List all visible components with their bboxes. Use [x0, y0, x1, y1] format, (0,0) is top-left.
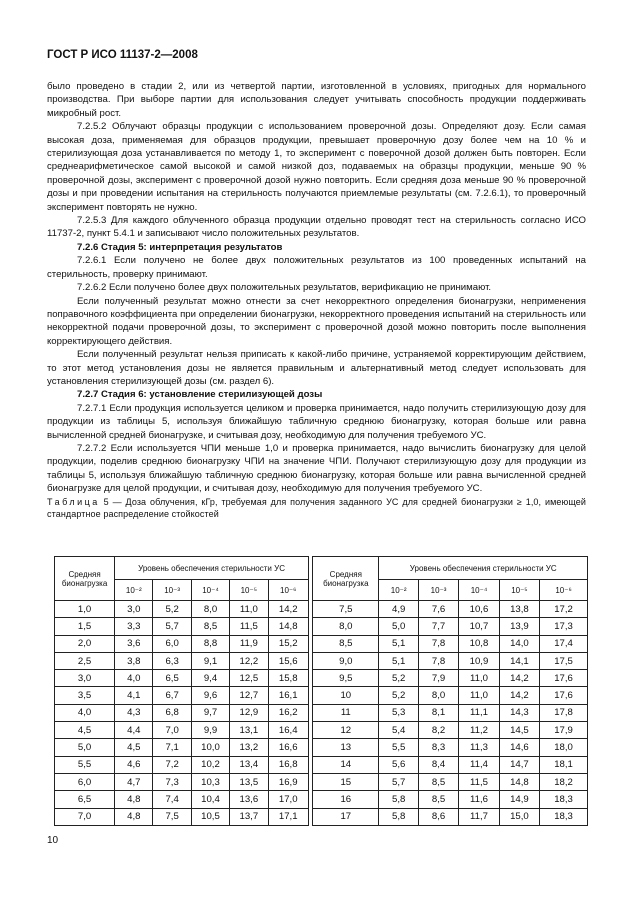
dose-cell: 6,8 — [153, 704, 191, 721]
dose-cell: 4,5 — [115, 739, 153, 756]
dose-cell: 14,6 — [499, 739, 539, 756]
dose-cell: 17,5 — [540, 652, 588, 669]
dose-cell: 16,6 — [268, 739, 308, 756]
dose-cell: 14,1 — [499, 652, 539, 669]
page-number: 10 — [47, 835, 59, 846]
dose-cell: 9,9 — [191, 722, 229, 739]
dose-cell: 13,7 — [230, 808, 268, 825]
table-row — [55, 687, 588, 704]
dose-cell: 10,0 — [191, 739, 229, 756]
dose-cell: 13,1 — [230, 722, 268, 739]
dose-cell: 5,8 — [379, 791, 418, 808]
dose-cell: 5,3 — [379, 704, 418, 721]
dose-cell: 3,8 — [115, 652, 153, 669]
dose-cell: 18,1 — [540, 756, 588, 773]
dose-cell: 4,9 — [379, 601, 418, 618]
dose-cell: 7,0 — [153, 722, 191, 739]
dose-cell: 11,0 — [459, 687, 499, 704]
table-row — [55, 652, 588, 669]
dose-cell: 14,2 — [499, 670, 539, 687]
dose-cell: 14,8 — [499, 773, 539, 790]
dose-cell: 17,8 — [540, 704, 588, 721]
dose-cell: 10,5 — [191, 808, 229, 825]
body-text — [47, 80, 586, 521]
dose-cell: 6,3 — [153, 652, 191, 669]
dose-cell: 14,8 — [268, 618, 308, 635]
paragraph: Если полученный результат можно отнести за счет некорректного определения бионагрузки, неприменения поправочного коэффициента при определении бионагрузки, некорректного проведения испытаний на стерильность или некорректной подачи проверочной дозы, то эксперимент с проверочной дозой можно повторить после выполнения корректирующего действия. — [47, 295, 586, 347]
dose-cell: 9,6 — [191, 687, 229, 704]
dose-cell: 11,3 — [459, 739, 499, 756]
dose-cell: 17,3 — [540, 618, 588, 635]
paragraph: 7.2.5.3 Для каждого облученного образца продукции отдельно проводят тест на стерильность согласно ИСО 11737-2, пункт 5.4.1 и записывают число положительных результатов. — [47, 215, 586, 240]
column-header-sal: Уровень обеспечения стерильности УС — [379, 557, 588, 580]
burden-cell: 2,0 — [55, 635, 115, 652]
burden-cell: 4,5 — [55, 722, 115, 739]
dose-cell: 12,7 — [230, 687, 268, 704]
table-row — [55, 618, 588, 635]
dose-cell: 9,7 — [191, 704, 229, 721]
burden-cell: 4,0 — [55, 704, 115, 721]
table-row — [55, 808, 588, 825]
dose-cell: 14,7 — [499, 756, 539, 773]
sal-level: 10⁻⁶ — [268, 580, 308, 601]
dose-cell: 11,7 — [459, 808, 499, 825]
paragraph: 7.2.6.1 Если получено не более двух положительных результатов из 100 проведенных испытаний на стерильность, проверку принимают. — [47, 255, 586, 280]
dose-cell: 5,2 — [379, 670, 418, 687]
dose-cell: 14,3 — [499, 704, 539, 721]
section-heading: 7.2.6 Стадия 5: интерпретация результатов — [77, 241, 283, 253]
burden-cell: 8,0 — [313, 618, 379, 635]
dose-cell: 8,1 — [418, 704, 458, 721]
dose-cell: 13,4 — [230, 756, 268, 773]
dose-cell: 12,2 — [230, 652, 268, 669]
table-row — [55, 756, 588, 773]
burden-cell: 5,5 — [55, 756, 115, 773]
dose-cell: 9,4 — [191, 670, 229, 687]
sal-level: 10⁻⁵ — [230, 580, 268, 601]
dose-cell: 5,1 — [379, 652, 418, 669]
burden-cell: 13 — [313, 739, 379, 756]
dose-cell: 11,4 — [459, 756, 499, 773]
dose-cell: 14,5 — [499, 722, 539, 739]
dose-cell: 7,4 — [153, 791, 191, 808]
dose-cell: 16,8 — [268, 756, 308, 773]
table-caption-text: 5 — Доза облучения, кГр, требуемая для получения заданного УС для средней бионагрузки ≥ 1,0, имеющей стандартное распределение стойкостей — [47, 496, 586, 520]
dose-cell: 11,5 — [230, 618, 268, 635]
dose-cell: 11,0 — [230, 601, 268, 618]
dose-cell: 8,0 — [191, 601, 229, 618]
burden-cell: 16 — [313, 791, 379, 808]
dose-cell: 10,6 — [459, 601, 499, 618]
dose-cell: 4,0 — [115, 670, 153, 687]
dose-cell: 12,9 — [230, 704, 268, 721]
dose-cell: 8,6 — [418, 808, 458, 825]
paragraph: было проведено в стадии 2, или из четвертой партии, изготовленной в условиях, пригодных для нормального производства. При выборе партии для использования следует учитывать способность продукции поддерживать микробный рост. — [47, 81, 586, 119]
dose-cell: 15,6 — [268, 652, 308, 669]
dose-cell: 5,5 — [379, 739, 418, 756]
section-heading: 7.2.7 Стадия 6: установление стерилизующей дозы — [77, 389, 323, 401]
dose-cell: 7,5 — [153, 808, 191, 825]
dose-cell: 18,2 — [540, 773, 588, 790]
table-row — [55, 791, 588, 808]
dose-cell: 5,2 — [153, 601, 191, 618]
sal-level: 10⁻³ — [418, 580, 458, 601]
dose-cell: 10,8 — [459, 635, 499, 652]
dose-cell: 15,8 — [268, 670, 308, 687]
dose-cell: 5,7 — [153, 618, 191, 635]
sal-level: 10⁻⁴ — [459, 580, 499, 601]
dose-cell: 11,6 — [459, 791, 499, 808]
dose-cell: 17,1 — [268, 808, 308, 825]
paragraph: Если полученный результат нельзя приписать к какой-либо причине, устраняемой корректирующим действием, то этот метод установления дозы не является правильным и альтернативный метод следует использовать для установления стерилизующей дозы (см. раздел 6). — [47, 349, 586, 387]
dose-cell: 5,4 — [379, 722, 418, 739]
dose-cell: 16,2 — [268, 704, 308, 721]
sal-level: 10⁻³ — [153, 580, 191, 601]
burden-cell: 6,0 — [55, 773, 115, 790]
dose-table — [54, 556, 588, 826]
dose-cell: 17,0 — [268, 791, 308, 808]
table-row — [55, 739, 588, 756]
dose-cell: 7,1 — [153, 739, 191, 756]
dose-cell: 8,5 — [191, 618, 229, 635]
dose-cell: 10,4 — [191, 791, 229, 808]
paragraph: 7.2.7.1 Если продукция используется целиком и проверка принимается, надо получить стерилизующую дозу для продукции из таблицы 5, используя ближайшую табличную среднюю бионагрузку, которая больше или равна вычисленной средней бионагрузке, и считывая дозу, необходимую для получения требуемого УС. — [47, 402, 586, 441]
table-row — [55, 773, 588, 790]
burden-cell: 1,5 — [55, 618, 115, 635]
table-row — [55, 704, 588, 721]
dose-cell: 6,7 — [153, 687, 191, 704]
burden-cell: 9,0 — [313, 652, 379, 669]
dose-cell: 11,2 — [459, 722, 499, 739]
dose-cell: 10,3 — [191, 773, 229, 790]
dose-cell: 18,3 — [540, 808, 588, 825]
dose-cell: 11,5 — [459, 773, 499, 790]
burden-cell: 2,5 — [55, 652, 115, 669]
table-caption-word: Таблица — [47, 496, 100, 507]
table-row — [55, 635, 588, 652]
burden-cell: 15 — [313, 773, 379, 790]
burden-cell: 12 — [313, 722, 379, 739]
sal-level: 10⁻⁵ — [499, 580, 539, 601]
dose-cell: 11,0 — [459, 670, 499, 687]
burden-cell: 7,5 — [313, 601, 379, 618]
dose-cell: 8,3 — [418, 739, 458, 756]
burden-cell: 3,0 — [55, 670, 115, 687]
dose-cell: 7,2 — [153, 756, 191, 773]
burden-cell: 9,5 — [313, 670, 379, 687]
paragraph: 7.2.7.2 Если используется ЧПИ меньше 1,0 и проверка принимается, надо вычислить бионагрузку для целой продукции, поделив среднюю бионагрузку ЧПИ на значение ЧПИ. Получают стерилизующую дозу для продукции из таблицы 5, используя ближайшую табличную среднюю бионагрузку, которая больше или равна вычисленной средней бионагрузке для целой продукции, и считывая дозу, необходимую для получения требуемого УС. — [47, 442, 586, 495]
dose-cell: 9,1 — [191, 652, 229, 669]
dose-cell: 8,5 — [418, 773, 458, 790]
dose-cell: 14,0 — [499, 635, 539, 652]
dose-cell: 17,6 — [540, 687, 588, 704]
burden-cell: 10 — [313, 687, 379, 704]
dose-cell: 14,2 — [268, 601, 308, 618]
sal-level: 10⁻² — [115, 580, 153, 601]
dose-cell: 8,8 — [191, 635, 229, 652]
dose-cell: 16,4 — [268, 722, 308, 739]
table-row — [55, 722, 588, 739]
dose-cell: 4,8 — [115, 791, 153, 808]
dose-cell: 18,3 — [540, 791, 588, 808]
dose-cell: 8,5 — [418, 791, 458, 808]
sal-level: 10⁻² — [379, 580, 418, 601]
burden-cell: 6,5 — [55, 791, 115, 808]
dose-cell: 13,5 — [230, 773, 268, 790]
dose-cell: 7,9 — [418, 670, 458, 687]
burden-cell: 14 — [313, 756, 379, 773]
dose-cell: 10,9 — [459, 652, 499, 669]
dose-cell: 8,0 — [418, 687, 458, 704]
column-header-burden: Средняя бионагрузка — [55, 557, 115, 601]
dose-cell: 16,9 — [268, 773, 308, 790]
document-header: ГОСТ Р ИСО 11137-2—2008 — [47, 49, 198, 61]
dose-cell: 4,1 — [115, 687, 153, 704]
sal-level: 10⁻⁶ — [540, 580, 588, 601]
dose-cell: 4,3 — [115, 704, 153, 721]
table-caption — [47, 496, 586, 521]
dose-cell: 12,5 — [230, 670, 268, 687]
dose-cell: 14,9 — [499, 791, 539, 808]
dose-cell: 7,8 — [418, 652, 458, 669]
dose-cell: 13,8 — [499, 601, 539, 618]
dose-cell: 4,7 — [115, 773, 153, 790]
dose-cell: 3,6 — [115, 635, 153, 652]
dose-cell: 17,2 — [540, 601, 588, 618]
dose-cell: 5,7 — [379, 773, 418, 790]
dose-cell: 14,2 — [499, 687, 539, 704]
dose-cell: 13,2 — [230, 739, 268, 756]
dose-cell: 7,6 — [418, 601, 458, 618]
dose-cell: 5,6 — [379, 756, 418, 773]
dose-cell: 13,6 — [230, 791, 268, 808]
dose-cell: 4,8 — [115, 808, 153, 825]
burden-cell: 1,0 — [55, 601, 115, 618]
dose-cell: 5,0 — [379, 618, 418, 635]
dose-cell: 7,8 — [418, 635, 458, 652]
burden-cell: 3,5 — [55, 687, 115, 704]
dose-cell: 16,1 — [268, 687, 308, 704]
dose-cell: 15,2 — [268, 635, 308, 652]
table-body — [55, 601, 588, 826]
dose-cell: 17,6 — [540, 670, 588, 687]
dose-cell: 13,9 — [499, 618, 539, 635]
dose-cell: 17,4 — [540, 635, 588, 652]
burden-cell: 7,0 — [55, 808, 115, 825]
column-header-burden: Средняя бионагрузка — [313, 557, 379, 601]
dose-cell: 6,5 — [153, 670, 191, 687]
dose-cell: 4,4 — [115, 722, 153, 739]
dose-cell: 5,1 — [379, 635, 418, 652]
dose-cell: 8,2 — [418, 722, 458, 739]
burden-cell: 5,0 — [55, 739, 115, 756]
burden-cell: 17 — [313, 808, 379, 825]
dose-cell: 4,6 — [115, 756, 153, 773]
dose-cell: 15,0 — [499, 808, 539, 825]
table-row — [55, 601, 588, 618]
paragraph: 7.2.5.2 Облучают образцы продукции с использованием проверочной дозы. Определяют дозу. Если самая высокая доза, применяемая для образцов продукции, превышает проверочную дозу более чем на 10 % и стерилизующая доза устанавливается по методу 1, то эксперимент с поверочной дозой должен быть повторен. Если среднеарифметическое самой высокой и самой низкой доз, подаваемых на образцы продукции, меньше 90 % проверочной дозы, эксперимент с проверочной дозой нужно повторить. Если средняя доза меньше 90 % проверочной дозы и при проведении испытания на стерильность получаются приемлемые результаты (см. 7.2.6.1), то проверочный эксперимент повторять не нужно. — [47, 121, 586, 213]
dose-cell: 6,0 — [153, 635, 191, 652]
dose-cell: 8,4 — [418, 756, 458, 773]
dose-cell: 7,7 — [418, 618, 458, 635]
dose-cell: 5,8 — [379, 808, 418, 825]
dose-cell: 11,9 — [230, 635, 268, 652]
paragraph: 7.2.6.2 Если получено более двух положительных результатов, верификацию не принимают. — [77, 282, 492, 294]
burden-cell: 8,5 — [313, 635, 379, 652]
dose-cell: 7,3 — [153, 773, 191, 790]
column-header-sal: Уровень обеспечения стерильности УС — [115, 557, 309, 580]
dose-cell: 11,1 — [459, 704, 499, 721]
dose-cell: 3,3 — [115, 618, 153, 635]
burden-cell: 11 — [313, 704, 379, 721]
dose-cell: 3,0 — [115, 601, 153, 618]
sal-level: 10⁻⁴ — [191, 580, 229, 601]
dose-cell: 5,2 — [379, 687, 418, 704]
dose-cell: 18,0 — [540, 739, 588, 756]
dose-cell: 17,9 — [540, 722, 588, 739]
dose-cell: 10,2 — [191, 756, 229, 773]
dose-cell: 10,7 — [459, 618, 499, 635]
table-row — [55, 670, 588, 687]
